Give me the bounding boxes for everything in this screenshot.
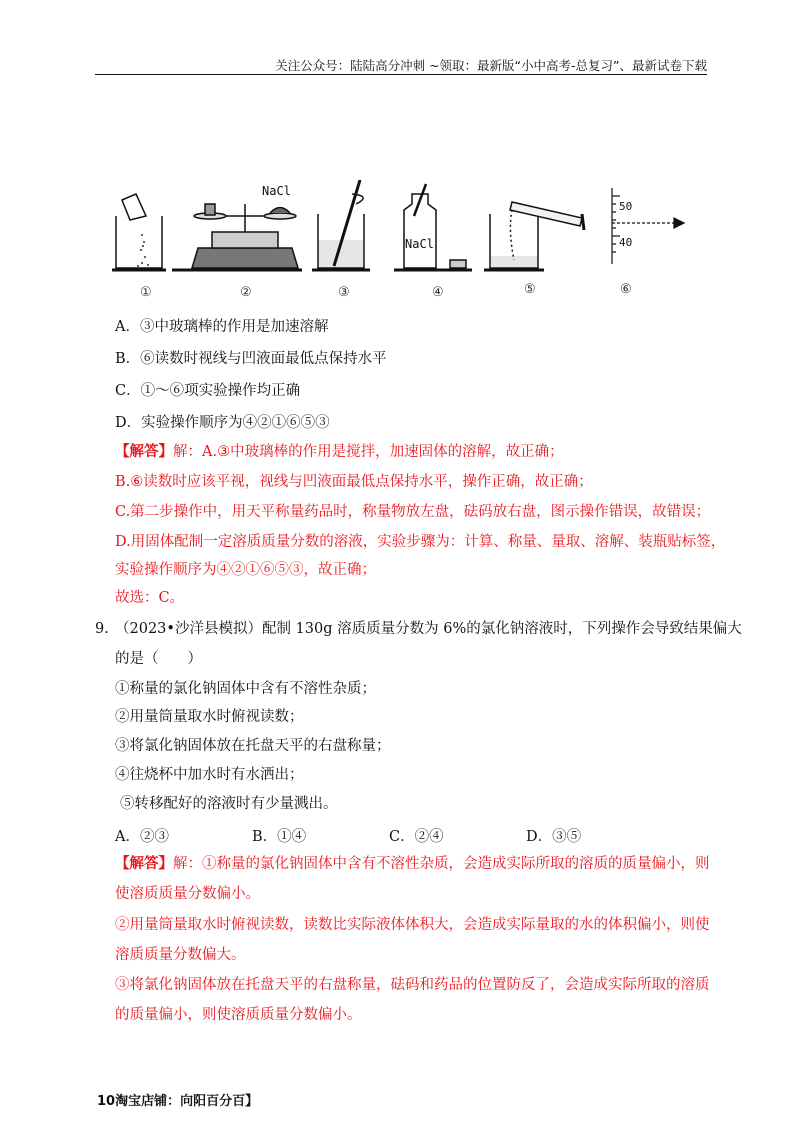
label-step3: ③	[338, 285, 350, 300]
page-number: 10	[97, 1094, 116, 1109]
q9-item-4: ④往烧杯中加水时有水洒出；	[115, 767, 304, 783]
q9-item-5: ⑤转移配好的溶液时有少量溅出。	[120, 796, 338, 812]
q9-answer-line1	[115, 855, 710, 873]
label-step6: ⑥	[620, 282, 632, 297]
label-step2: ②	[240, 285, 252, 300]
q9-answer-line6: 的质量偏小，则使溶质质量分数偏小。	[115, 1007, 362, 1023]
step1-beaker-drawing	[112, 194, 166, 270]
label-step1: ①	[140, 285, 152, 300]
q9-option-c: C．②④	[389, 829, 444, 845]
footer-shop-text: 淘宝店铺：向阳百分百】	[115, 1094, 259, 1109]
q8-option-a: A．③中玻璃棒的作用是加速溶解	[115, 319, 329, 335]
q9-answer-line3: ②用量筒量取水时俯视读数，读数比实际液体体积大，会造成实际量取的水的体积偏小，则使	[115, 917, 710, 933]
experiment-figure	[112, 180, 702, 300]
q9-option-a: A．②③	[115, 829, 169, 845]
q9-item-3: ③将氯化钠固体放在托盘天平的右盘称量；	[115, 738, 391, 754]
bottle-nacl-label: NaCl	[405, 237, 434, 251]
cylinder-tick-50: 50	[619, 200, 633, 213]
q9-option-d: D．③⑤	[526, 829, 582, 845]
q9-answer-line5: ③将氯化钠固体放在托盘天平的右盘称量，砝码和药品的位置防反了，会造成实际所取的溶质	[115, 977, 710, 993]
q8-answer-line2: B.⑥读数时应该平视，视线与凹液面最低点保持水平，操作正确，故正确；	[115, 474, 593, 490]
q8-answer-line6: 故选：C。	[115, 590, 185, 606]
experiment-diagram	[112, 180, 702, 300]
q8-answer-text1: 解：A.③中玻璃棒的作用是搅拌，加速固体的溶解，故正确；	[173, 444, 564, 460]
header-text: 关注公众号：陆陆高分冲刺 ~领取：最新版“小中高考-总复习”、最新试卷下载	[275, 58, 707, 73]
q8-answer-line1	[115, 443, 564, 461]
q8-answer-line3: C.第二步操作中，用天平称量药品时，称量物放左盘，砝码放右盘，图示操作错误，故错误；	[115, 504, 711, 520]
step3-stirring-drawing	[312, 180, 370, 270]
q9-answer-line2: 使溶质质量分数偏小。	[115, 886, 260, 902]
q8-answer-line4: D.用固体配制一定溶质质量分数的溶液，实验步骤为：计算、称量、量取、溶解、装瓶贴标签，	[115, 534, 726, 550]
cylinder-tick-40: 40	[619, 236, 633, 249]
q9-item-2: ②用量筒量取水时俯视读数；	[115, 709, 304, 725]
q9-option-b: B．①④	[252, 829, 307, 845]
page-header	[95, 56, 707, 75]
q8-option-c: C．①～⑥项实验操作均正确	[115, 383, 301, 399]
label-step5: ⑤	[524, 282, 536, 297]
q8-answer-line5: 实验操作顺序为④②①⑥⑤③，故正确；	[115, 562, 376, 578]
q9-item-1: ①称量的氯化钠固体中含有不溶性杂质；	[115, 681, 376, 697]
q8-option-d: D．实验操作顺序为④②①⑥⑤③	[115, 415, 330, 431]
step4-bottle-drawing	[394, 184, 472, 270]
balance-nacl-label: NaCl	[262, 184, 291, 198]
q8-option-b: B．⑥读数时视线与凹液面最低点保持水平	[115, 351, 387, 367]
q9-number: 9.	[95, 621, 109, 637]
q9-stem-line1: （2023•沙洋县模拟）配制 130g 溶质质量分数为 6%的氯化钠溶液时，下列操作会导致结果偏大	[115, 621, 742, 637]
q9-stem-line2: 的是（ ）	[115, 651, 202, 667]
page-footer	[97, 1090, 258, 1109]
q9-answer-tag: 【解答】	[115, 855, 173, 872]
q9-answer-line4: 溶质质量分数偏大。	[115, 947, 246, 963]
q8-answer-tag: 【解答】	[115, 443, 173, 460]
label-step4: ④	[432, 285, 444, 300]
step2-balance-drawing	[172, 204, 302, 270]
q9-answer-text1: 解：①称量的氯化钠固体中含有不溶性杂质，会造成实际所取的溶质的质量偏小，则	[173, 856, 710, 872]
step5-pouring-drawing	[484, 202, 584, 270]
